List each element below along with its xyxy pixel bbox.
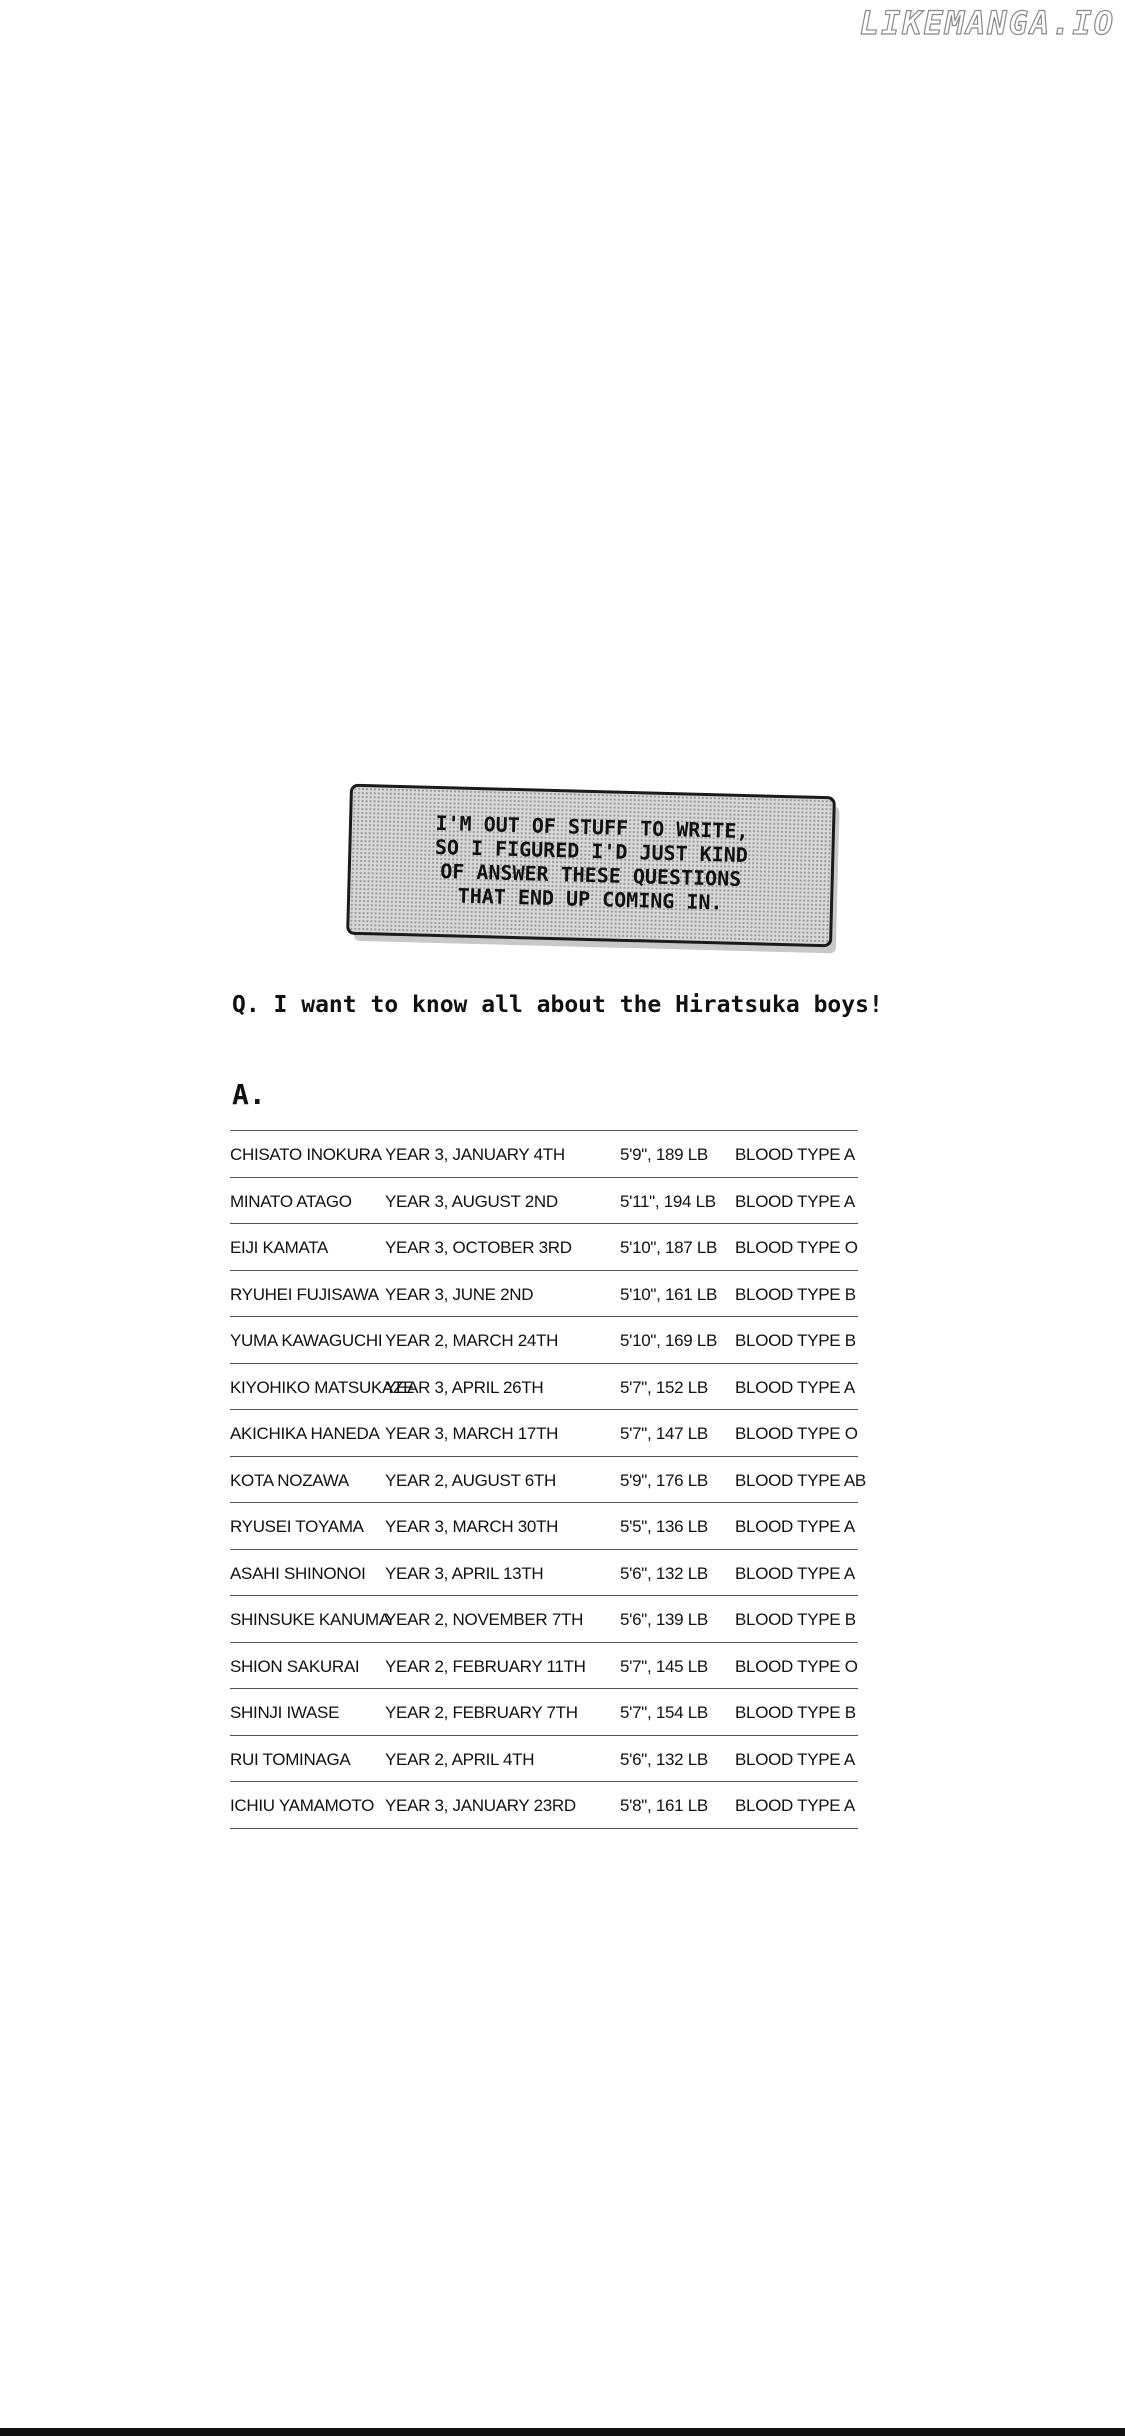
class-birthday: YEAR 3, MARCH 30TH (385, 1517, 559, 1536)
character-name: SHION SAKURAI (230, 1656, 360, 1676)
table-row (230, 1410, 858, 1457)
table-row (230, 1364, 858, 1411)
height-weight: 5'9", 176 LB (620, 1470, 708, 1490)
answer-label: A. (232, 1078, 266, 1111)
character-name: KIYOHIKO MATSUKAZE (230, 1377, 415, 1397)
character-name: AKICHIKA HANEDA (230, 1424, 380, 1443)
class-birthday: YEAR 3, JUNE 2ND (385, 1284, 534, 1304)
class-birthday: YEAR 3, MARCH 17TH (385, 1424, 559, 1443)
table-row (230, 1596, 858, 1643)
table-row (230, 1131, 858, 1178)
table-row (230, 1503, 858, 1550)
height-weight: 5'7", 154 LB (620, 1703, 708, 1722)
class-birthday: YEAR 2, MARCH 24TH (385, 1331, 559, 1350)
table-row (230, 1271, 858, 1318)
class-birthday: YEAR 2, FEBRUARY 11TH (385, 1656, 586, 1676)
character-name: ASAHI SHINONOI (230, 1563, 366, 1583)
class-birthday: YEAR 2, FEBRUARY 7TH (385, 1703, 578, 1722)
height-weight: 5'6", 132 LB (620, 1749, 708, 1769)
character-name: ICHIU YAMAMOTO (230, 1796, 375, 1815)
character-name: EIJI KAMATA (230, 1238, 329, 1257)
height-weight: 5'8", 161 LB (620, 1796, 708, 1815)
class-birthday: YEAR 3, APRIL 13TH (385, 1563, 544, 1583)
blood-type: BLOOD TYPE A (735, 1517, 855, 1536)
character-name: SHINJI IWASE (230, 1703, 340, 1722)
author-note-text (350, 809, 832, 918)
class-birthday: YEAR 3, AUGUST 2ND (385, 1191, 558, 1211)
character-name: SHINSUKE KANUMA (230, 1610, 390, 1629)
character-profile-table (230, 1130, 866, 1829)
character-name: RYUHEI FUJISAWA (230, 1284, 379, 1304)
class-birthday: YEAR 2, AUGUST 6TH (385, 1470, 556, 1490)
blood-type: BLOOD TYPE A (735, 1191, 855, 1211)
blood-type: BLOOD TYPE A (735, 1749, 855, 1769)
table-row (230, 1224, 858, 1271)
table-row (230, 1317, 858, 1364)
table-row (230, 1782, 858, 1829)
blood-type: BLOOD TYPE B (735, 1703, 856, 1722)
class-birthday: YEAR 3, OCTOBER 3RD (385, 1238, 572, 1257)
class-birthday: YEAR 3, APRIL 26TH (385, 1377, 544, 1397)
height-weight: 5'7", 152 LB (620, 1377, 708, 1397)
blood-type: BLOOD TYPE B (735, 1610, 856, 1629)
table-row (230, 1643, 858, 1690)
height-weight: 5'9", 189 LB (620, 1145, 708, 1164)
class-birthday: YEAR 2, NOVEMBER 7TH (385, 1610, 584, 1629)
class-birthday: YEAR 2, APRIL 4TH (385, 1749, 535, 1769)
character-name: MINATO ATAGO (230, 1191, 352, 1211)
blood-type: BLOOD TYPE O (735, 1238, 858, 1257)
table-row (230, 1457, 866, 1504)
author-note-line: THAT END UP COMING IN. (457, 883, 723, 915)
question-heading: Q. I want to know all about the Hiratsuka boys! (232, 992, 883, 1018)
table-row (230, 1736, 858, 1783)
class-birthday: YEAR 3, JANUARY 4TH (385, 1145, 565, 1164)
author-note-box (346, 784, 836, 948)
character-name: KOTA NOZAWA (230, 1470, 349, 1490)
height-weight: 5'7", 145 LB (620, 1656, 708, 1676)
site-watermark: LIKEMANGA.IO (859, 4, 1115, 42)
author-note-line: OF ANSWER THESE QUESTIONS (439, 859, 742, 891)
height-weight: 5'11", 194 LB (620, 1191, 716, 1211)
blood-type: BLOOD TYPE B (735, 1331, 856, 1350)
blood-type: BLOOD TYPE A (735, 1796, 855, 1815)
character-name: RYUSEI TOYAMA (230, 1517, 364, 1536)
height-weight: 5'10", 161 LB (620, 1284, 718, 1304)
blood-type: BLOOD TYPE A (735, 1563, 855, 1583)
blood-type: BLOOD TYPE AB (735, 1470, 866, 1490)
height-weight: 5'7", 147 LB (620, 1424, 708, 1443)
height-weight: 5'10", 169 LB (620, 1331, 718, 1350)
character-name: RUI TOMINAGA (230, 1749, 351, 1769)
author-note-line: SO I FIGURED I'D JUST KIND (434, 834, 749, 868)
blood-type: BLOOD TYPE A (735, 1377, 855, 1397)
height-weight: 5'6", 132 LB (620, 1563, 708, 1583)
table-row (230, 1689, 858, 1736)
height-weight: 5'6", 139 LB (620, 1610, 708, 1629)
height-weight: 5'5", 136 LB (620, 1517, 708, 1536)
blood-type: BLOOD TYPE B (735, 1284, 856, 1304)
page-bottom-border (0, 2428, 1125, 2436)
blood-type: BLOOD TYPE O (735, 1424, 858, 1443)
author-note-line: I'M OUT OF STUFF TO WRITE, (435, 810, 749, 844)
table-row (230, 1178, 858, 1225)
class-birthday: YEAR 3, JANUARY 23RD (385, 1796, 576, 1815)
blood-type: BLOOD TYPE A (735, 1145, 855, 1164)
table-row (230, 1550, 858, 1597)
character-name: YUMA KAWAGUCHI (230, 1331, 383, 1350)
height-weight: 5'10", 187 LB (620, 1238, 718, 1257)
blood-type: BLOOD TYPE O (735, 1656, 858, 1676)
character-name: CHISATO INOKURA (230, 1145, 382, 1164)
